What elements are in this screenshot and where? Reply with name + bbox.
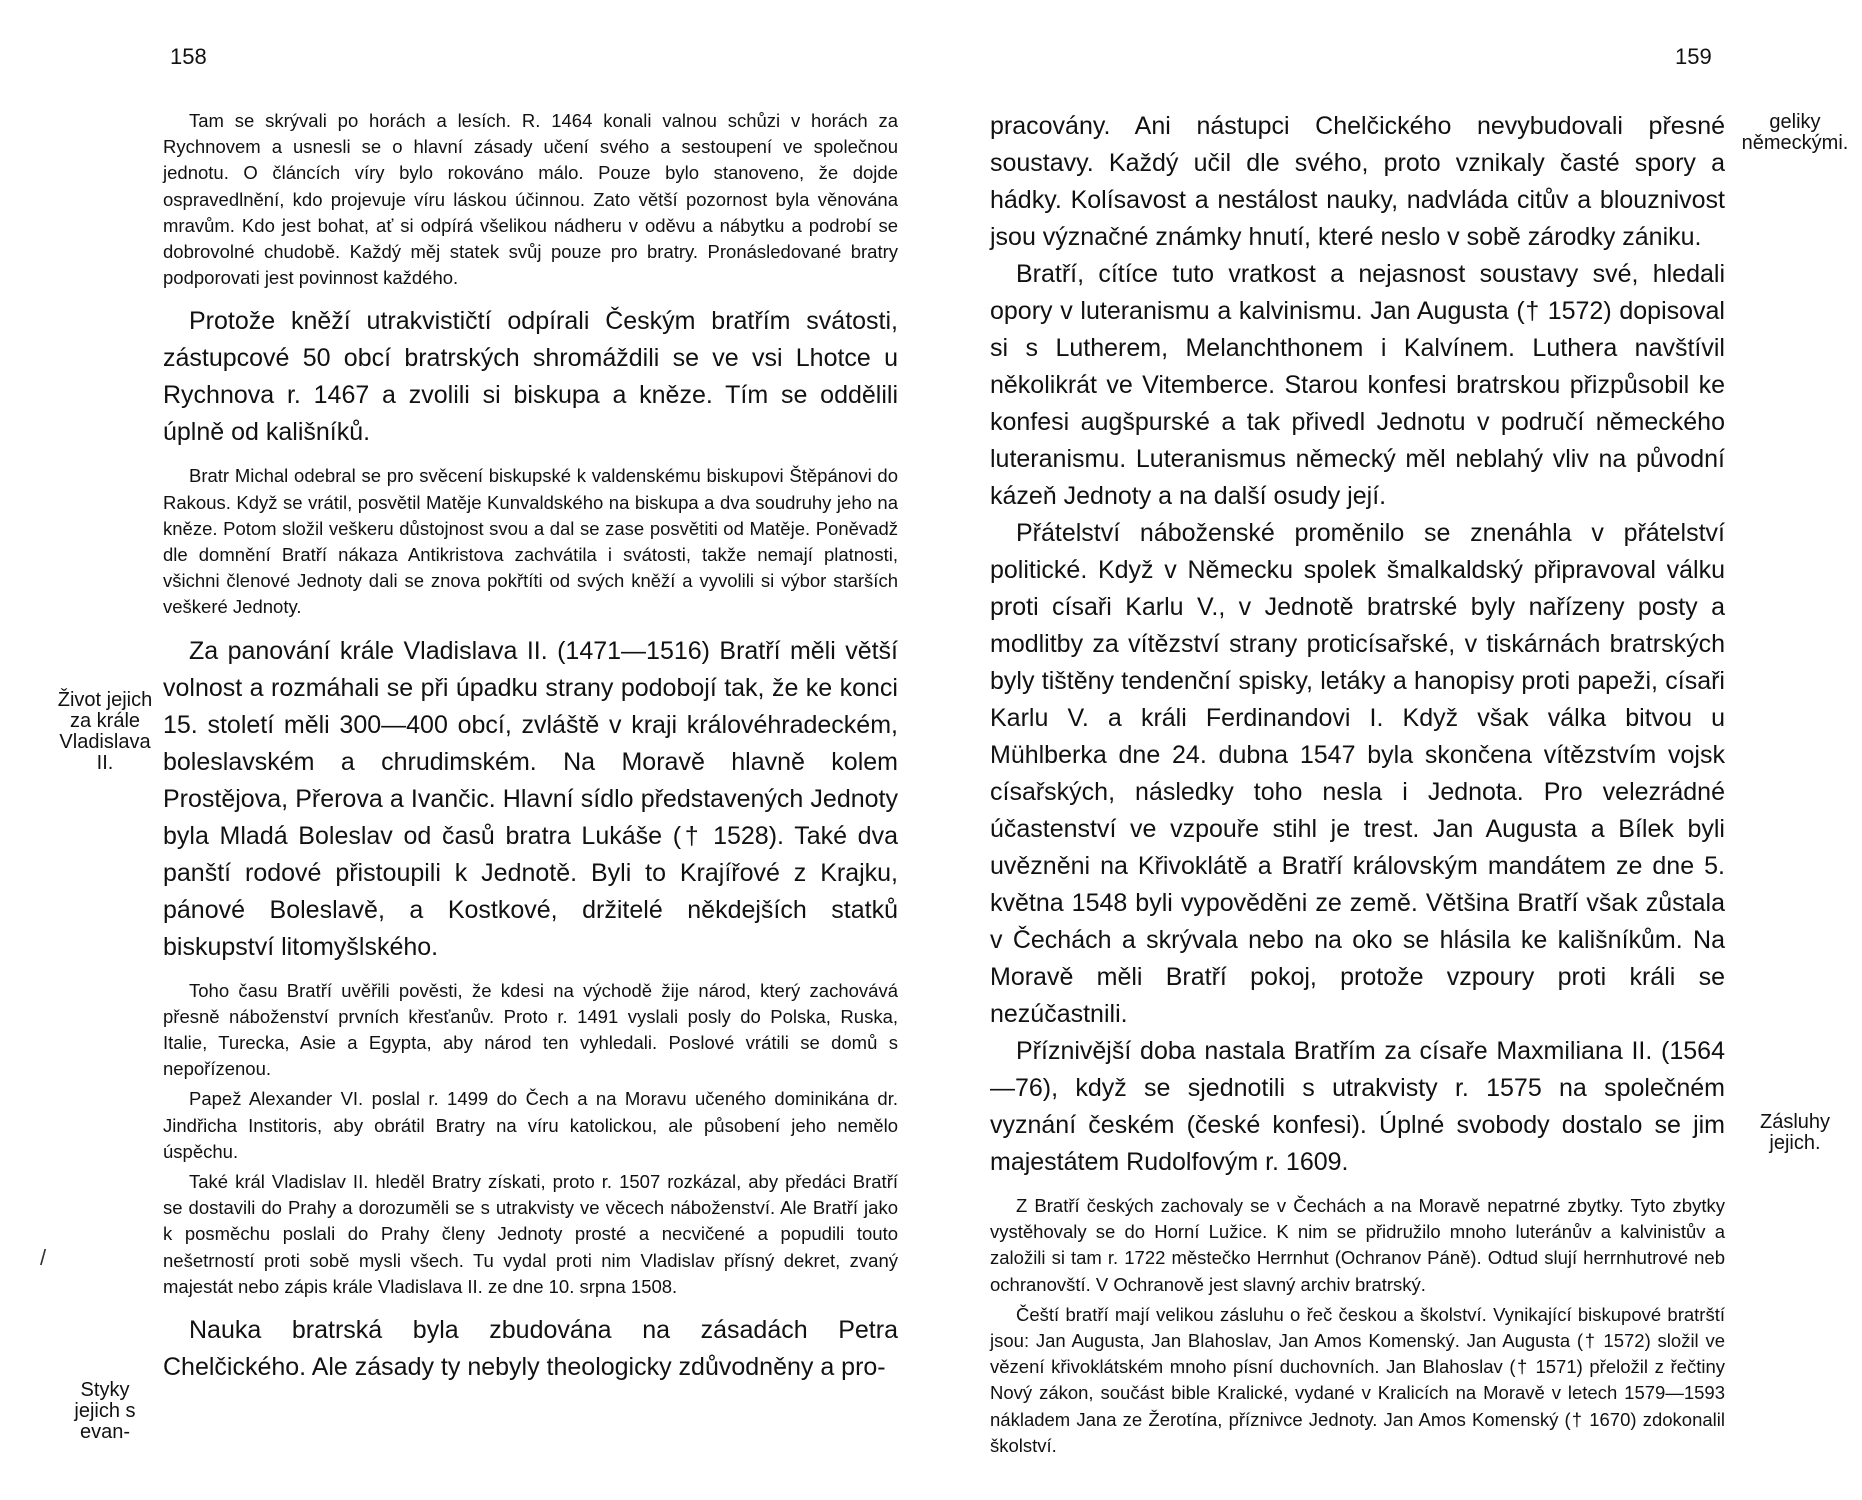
paragraph: Protože kněží utrakvističtí odpírali Českým bratřím svátosti, zástupcové 50 obcí bratrských shromáždili se ve vsi Lhotce u Rychnova r. 1467 a zvolili si biskupa a kněze. Tím se oddělili úplně od kališníků. (163, 307, 898, 447)
paragraph: Nauka bratrská byla zbudována na zásadách Petra Chelčického. Ale zásady ty nebyly theologicky zdůvodněny a pro- (163, 1316, 898, 1382)
paragraph: Z Bratří českých zachovaly se v Čechách a na Moravě nepatrné zbytky. Tyto zbytky vystěhovaly se do Horní Lužice. K nim se přidružilo mnoho luteránův a kalvinistův a založili si tam r. 1722 městečko Herrnhut (Ochranov Páně). Odtud slují herrnhutrové neb ochranovští. V Ochranově jest slavný archiv bratrský. (990, 1195, 1725, 1295)
paragraph: Bratří, cítíce tuto vratkost a nejasnost soustavy své, hledali opory v luteranismu a kalvinismu. Jan Augusta († 1572) dopisoval si s Lutherem, Melanchthonem i Kalvínem. Luthera navštívil několikrát ve Vitemberce. Starou konfesi bratrskou přizpůsobil ke konfesi augšpurské a tak přivedl Jednotu v područí německého luteranismu. Luteranismus německý měl neblahý vliv na původní kázeň Jednoty a na další osudy její. (990, 260, 1725, 510)
paragraph: Tam se skrývali po horách a lesích. R. 1464 konali valnou schůzi v horách za Rychnovem a usnesli se o hlavní zásady učení svého a sestoupení ve společnou jednotu. O článcích víry bylo rokováno málo. Pouze bylo stanoveno, že dojde ospravedlnění, kdo projevuje víru láskou účinnou. Zato větší pozornost byla věnována mravům. Kdo jest bohat, ať si odpírá všelikou nádheru v oděvu a nábytku a podrobí se dobrovolné chudobě. Každý měj statek svůj pouze pro bratry. Pronásledované bratry podporovati jest povinnost každého. (163, 110, 898, 289)
margin-note: Styky jejich s evan- (74, 1379, 136, 1443)
paragraph: Příznivější doba nastala Bratřím za císaře Maxmiliana II. (1564—76), když se sjednotili s utrakvisty r. 1575 na společném vyznání českém (české konfesi). Úplné svobody dostalo se jim majestátem Rudolfovým r. 1609. (990, 1037, 1725, 1176)
stray-mark: / (40, 1245, 47, 1270)
paragraph: Toho času Bratří uvěřili pověsti, že kdesi na východě žije národ, který zachovává přesně náboženství prvních křesťanův. Proto r. 1491 vyslali posly do Polska, Ruska, Italie, Turecka, Asie a Egypta, aby národ ten vyhledali. Poslové vrátili se domů s nepořízenou. (163, 979, 898, 1080)
left-text-column (163, 108, 898, 1386)
page-number: 158 (170, 44, 207, 69)
paragraph: Čeští bratří mají velikou zásluhu o řeč českou a školství. Vynikající biskupové bratrští jsou: Jan Augusta, Jan Blahoslav, Jan Amos Komenský. Jan Augusta († 1572) složil ve vězení křivoklátském mnoho písní duchovních. Jan Blahoslav († 1571) přeložil z řečtiny Nový zákon, součást bible Kralické, vydané v Kralicích na Moravě v letech 1579—1593 nákladem Jana ze Žerotína, příznivce Jednoty. Jan Amos Komenský († 1670) zdokonalil školství. (990, 1303, 1725, 1456)
paragraph: Přátelství náboženské proměnilo se znenáhla v přátelství politické. Když v Německu spolek šmalkaldský připravoval válku proti císaři Karlu V., v Jednotě bratrské byly nařízeny posty a modlitby za vítězství strany proticísařské, v tiskárnách bratrských byly tištěny tendenční spisky, letáky a hanopisy proti papeži, císaři Karlu V. a králi Ferdinandovi I. Když však válka bitvou u Mühlberka dne 24. dubna 1547 byla skončena vítězstvím vojsk císařských, následky toho nesla i Jednota. Pro velezrádné účastenství ve vzpouře stihl je trest. Jan Augusta a Bílek byli uvězněni na Křivoklátě a Bratří královským mandátem ze dne 5. května 1548 byli vypověděni ze země. Většina Bratří však zůstala v Čechách a skrývala nebo na oko se hlásila ke kališníkům. Na Moravě měli Bratří pokoj, protože vzpoury proti králi se nezúčastnili. (990, 519, 1725, 1028)
page-number: 159 (1675, 44, 1712, 69)
paragraph: Papež Alexander VI. poslal r. 1499 do Čech a na Moravu učeného dominikána dr. Jindřicha Institoris, aby obrátil Bratry na víru katolickou, ale působení jeho nemělo úspěchu. (163, 1088, 898, 1162)
paragraph: Za panování krále Vladislava II. (1471—1516) Bratří měli větší volnost a rozmáhali se při úpadku strany podobojí tak, že ke konci 15. století měli 300—400 obcí, zvláště v kraji královéhradeckém, boleslavském a chrudimském. Na Moravě hlavně kolem Prostějova, Přerova a Ivančic. Hlavní sídlo představených Jednoty byla Mladá Boleslav od časů bratra Lukáše († 1528). Také dva panští rodové přistoupili k Jednotě. Byli to Krajířové z Krajku, pánové Boleslavě, a Kostkové, držitelé někdejších statků biskupství litomyšlského. (163, 636, 898, 961)
right-text-column (990, 108, 1725, 1459)
paragraph: Bratr Michal odebral se pro svěcení biskupské k valdenskému biskupovi Štěpánovi do Rakous. Když se vrátil, posvětil Matěje Kunvaldského na biskupa a dva soudruhy jeho na kněze. Potom složil veškeru důstojnost svou a dal se zase posvětiti od Matěje. Poněvadž dle domnění Bratří nákaza Antikristova zachvátila i svátosti, takže nemají platnosti, všichni členové Jednoty dali se znova pokřtíti od svých kněží a vyvolili si výbor starších veškeré Jednoty. (163, 465, 898, 618)
paragraph: pracovány. Ani nástupci Chelčického nevybudovali přesné soustavy. Každý učil dle svého, proto vznikaly časté spory a hádky. Kolísavost a nestálost nauky, nadvláda citův a blouznivost jsou význačné známky hnutí, které neslo v sobě zárodky zániku. (990, 112, 1725, 251)
left-page (0, 0, 930, 1500)
right-page (930, 0, 1862, 1500)
margin-note: Zásluhy jejich. (1759, 1111, 1831, 1154)
paragraph: Také král Vladislav II. hleděl Bratry získati, proto r. 1507 rozkázal, aby předáci Bratří se dostavili do Prahy a dorozuměli se s utrakvisty ve věcech náboženství. Ale Bratří jako k posměchu poslali do Prahy členy Jednoty prosté a necvičené a popudili touto nešetrností proti sobě mysli všech. Tu vydal proti nim Vladislav přísný dekret, zvaný majestát nebo zápis krále Vladislava II. ze dne 10. srpna 1508. (163, 1171, 898, 1297)
margin-note: Život jejich za krále Vladislava II. (57, 689, 153, 774)
margin-note: geliky německými. (1741, 111, 1849, 154)
